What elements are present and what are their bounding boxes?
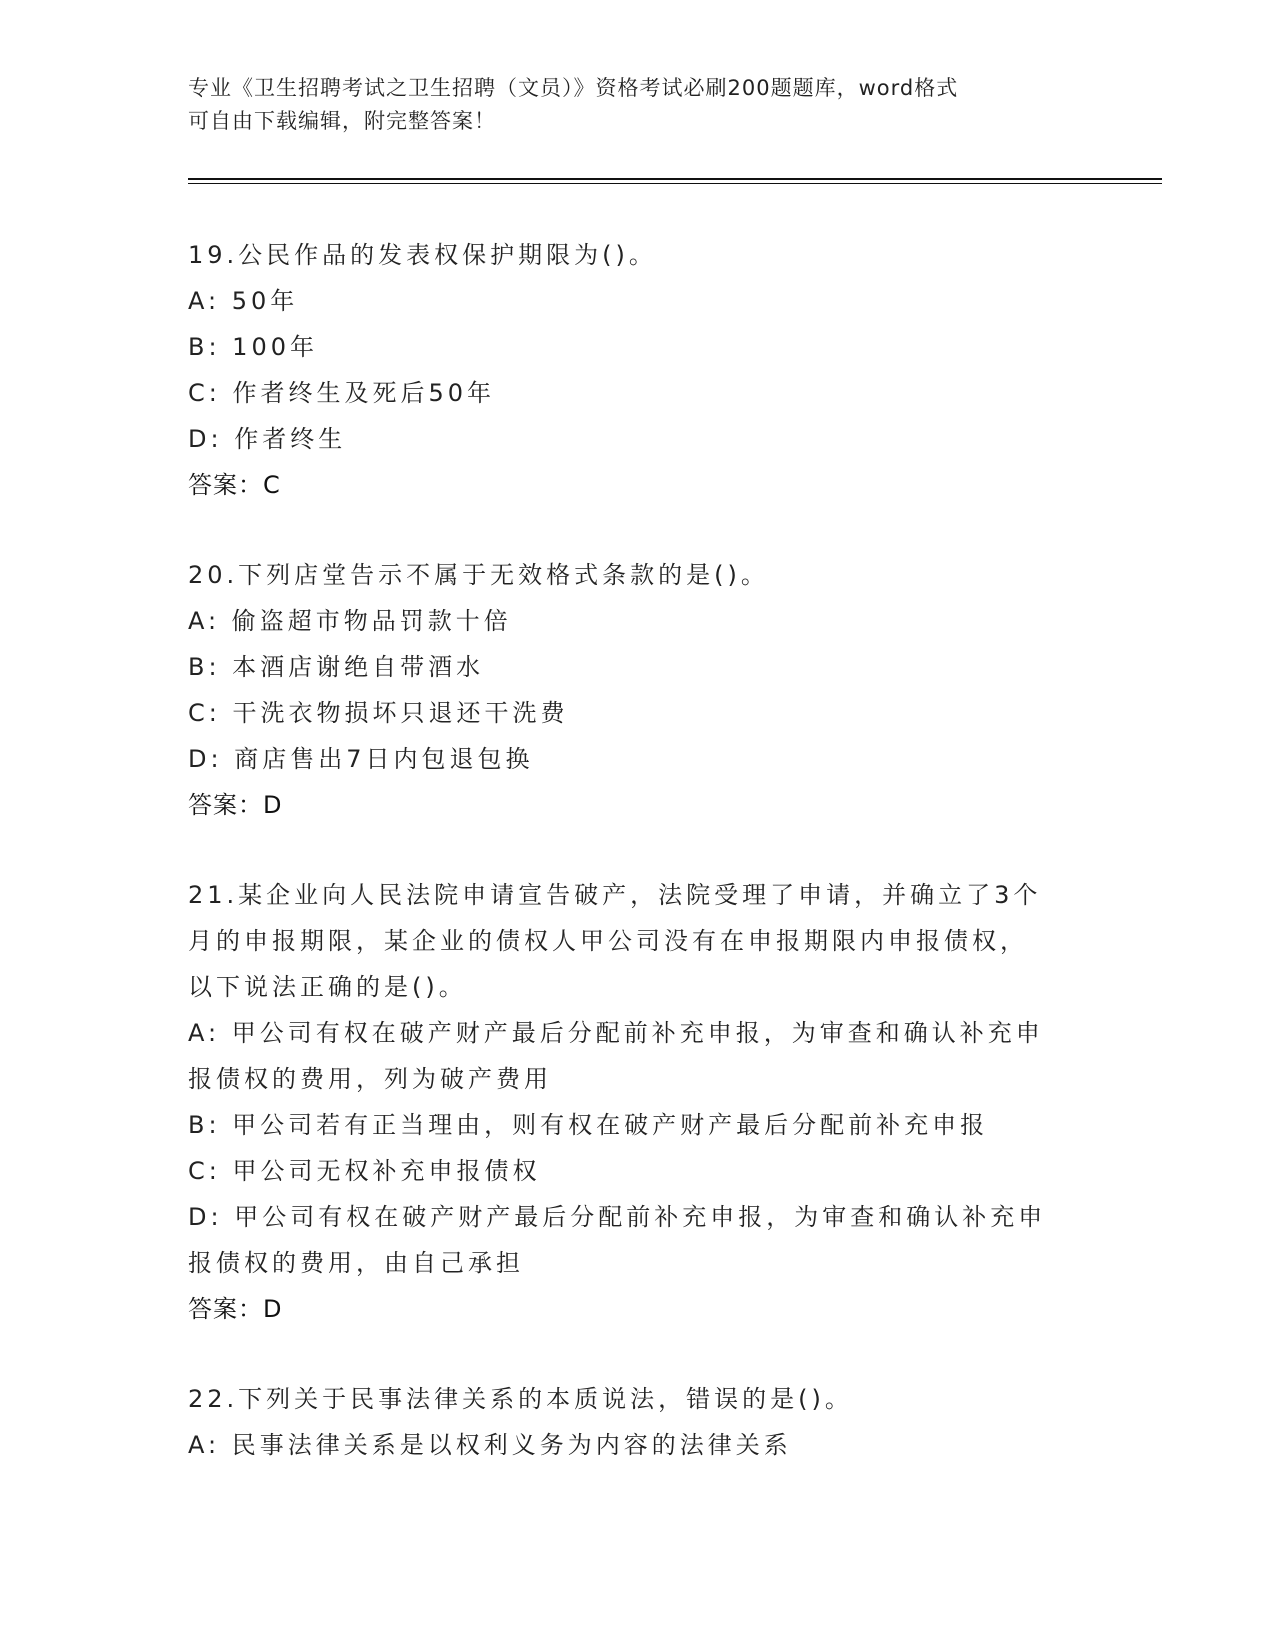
option-c: C: 干洗衣物损坏只退还干洗费 <box>188 699 569 727</box>
option-c: C: 作者终生及死后50年 <box>188 379 496 407</box>
header-line-1: 专业《卫生招聘考试之卫生招聘（文员）》资格考试必刷200题题库，word格式 <box>188 76 959 100</box>
option-c: C: 甲公司无权补充申报债权 <box>188 1157 541 1185</box>
question-stem: 20.下列店堂告示不属于无效格式条款的是()。 <box>188 561 769 589</box>
question-19 <box>188 232 1088 508</box>
question-stem: 22.下列关于民事法律关系的本质说法，错误的是()。 <box>188 1385 853 1413</box>
header-divider <box>188 178 1162 184</box>
document-header <box>188 72 1088 138</box>
question-stem-line-1: 21.某企业向人民法院申请宣告破产，法院受理了申请，并确立了3个 <box>188 881 1042 909</box>
question-stem-line-3: 以下说法正确的是()。 <box>188 973 467 1001</box>
question-stem: 19.公民作品的发表权保护期限为()。 <box>188 241 657 269</box>
answer-text: 答案：D <box>188 1295 283 1323</box>
option-a: A: 偷盗超市物品罚款十倍 <box>188 607 512 635</box>
option-a: A: 民事法律关系是以权利义务为内容的法律关系 <box>188 1431 792 1459</box>
option-d: D: 商店售出7日内包退包换 <box>188 745 534 773</box>
option-a: A: 50年 <box>188 287 299 315</box>
option-a-line-1: A: 甲公司有权在破产财产最后分配前补充申报，为审查和确认补充申 <box>188 1019 1044 1047</box>
header-line-2: 可自由下载编辑，附完整答案！ <box>188 109 496 133</box>
option-b: B: 甲公司若有正当理由，则有权在破产财产最后分配前补充申报 <box>188 1111 989 1139</box>
option-d-line-1: D: 甲公司有权在破产财产最后分配前补充申报，为审查和确认补充申 <box>188 1203 1047 1231</box>
option-a-line-2: 报债权的费用，列为破产费用 <box>188 1065 552 1093</box>
option-d-line-2: 报债权的费用，由自己承担 <box>188 1249 524 1277</box>
answer-text: 答案：D <box>188 791 283 819</box>
option-d: D: 作者终生 <box>188 425 347 453</box>
answer-text: 答案：C <box>188 471 281 499</box>
question-stem-line-2: 月的申报期限，某企业的债权人甲公司没有在申报期限内申报债权， <box>188 927 1028 955</box>
question-22 <box>188 1376 1088 1468</box>
question-20 <box>188 552 1088 828</box>
option-b: B: 本酒店谢绝自带酒水 <box>188 653 485 681</box>
question-21 <box>188 872 1088 1332</box>
option-b: B: 100年 <box>188 333 318 361</box>
question-list <box>188 232 1088 1512</box>
